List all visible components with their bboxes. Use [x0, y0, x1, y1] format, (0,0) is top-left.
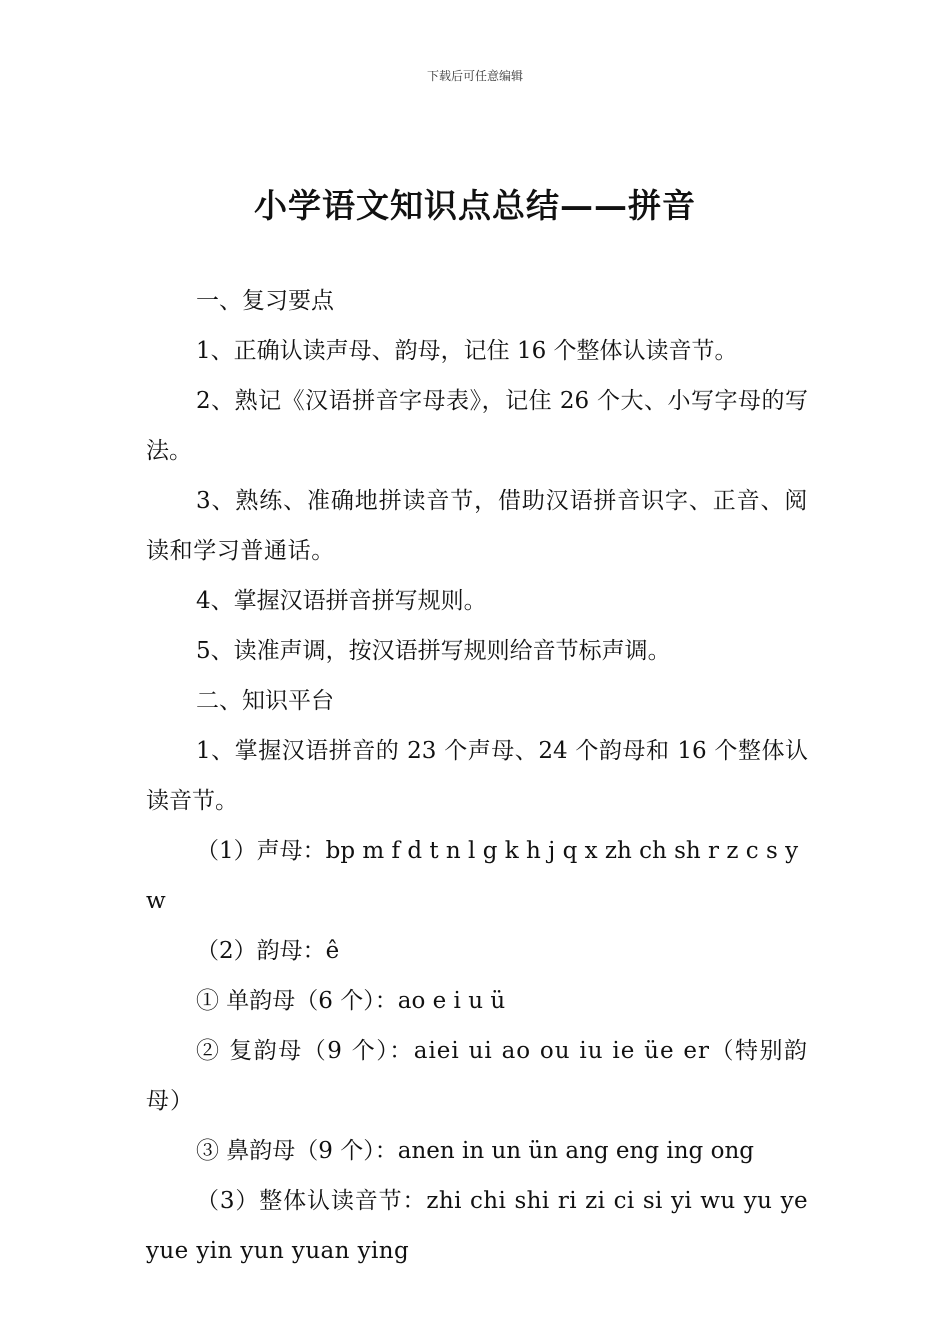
paragraph-item: 1、正确认读声母、韵母，记住 16 个整体认读音节。 [196, 338, 738, 364]
paragraph-item: 4、掌握汉语拼音拼写规则。 [196, 588, 487, 614]
paragraph-item: 5、读准声调，按汉语拼写规则给音节标声调。 [196, 638, 671, 664]
initials-list: （1）声母：bp m f d t n l g k h j q x zh ch sh r z c s y w [146, 838, 799, 914]
nasal-finals: ③ 鼻韵母（9 个）：anen in un ün ang eng ing ong [196, 1138, 754, 1164]
section-heading-review-points: 一、复习要点 [196, 288, 334, 314]
compound-finals: ② 复韵母（9 个）：aiei ui ao ou iu ie üe er（特别韵母） [146, 1038, 808, 1114]
paragraph-item: 2、熟记《汉语拼音字母表》，记住 26 个大、小写字母的写法。 [146, 388, 808, 464]
finals-heading: （2）韵母：ê [196, 938, 340, 964]
paragraph-item: 1、掌握汉语拼音的 23 个声母、24 个韵母和 16 个整体认读音节。 [146, 738, 808, 814]
document-body [146, 276, 808, 1276]
page-title: 小学语文知识点总结——拼音 [254, 186, 696, 225]
whole-syllables: （3）整体认读音节：zhi chi shi ri zi ci si yi wu yu ye yue yin yun yuan ying [146, 1188, 808, 1264]
paragraph-item: 3、熟练、准确地拼读音节，借助汉语拼音识字、正音、阅读和学习普通话。 [146, 488, 808, 564]
header-note: 下载后可任意编辑 [426, 69, 523, 83]
section-heading-knowledge-platform: 二、知识平台 [196, 688, 334, 714]
simple-finals: ① 单韵母（6 个）：ao e i u ü [196, 988, 506, 1014]
